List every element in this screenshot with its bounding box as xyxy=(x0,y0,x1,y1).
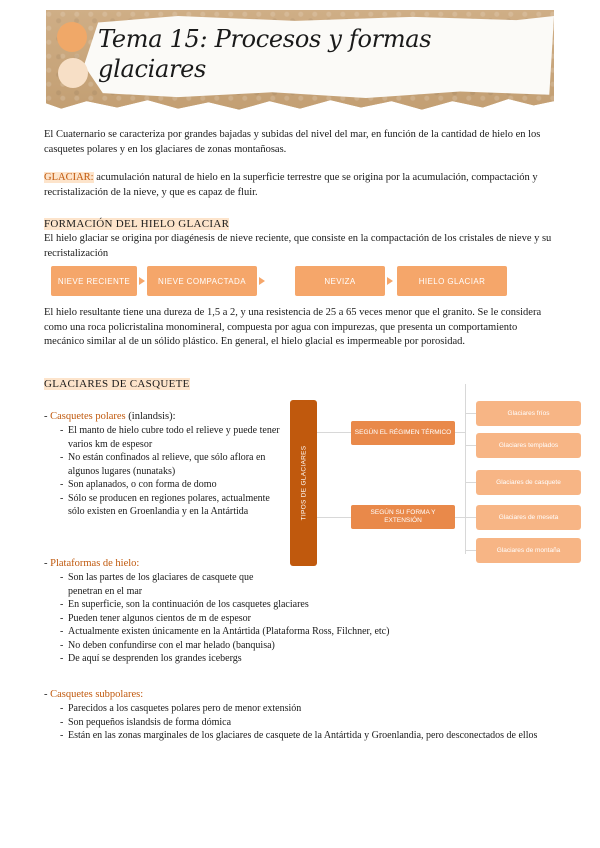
connector xyxy=(465,482,476,483)
title-line-1: Tema 15: Procesos y formas xyxy=(98,25,432,53)
flow-arrow-icon xyxy=(139,277,145,285)
list-item: - De aquí se desprenden los grandes icebergs xyxy=(60,652,450,666)
plataformas-list xyxy=(60,571,450,666)
flow-arrow-icon xyxy=(387,277,393,285)
connector xyxy=(465,517,476,518)
glaciar-definition xyxy=(44,171,554,200)
polares-title: - Casquetes polares (inlandsis): xyxy=(44,411,176,422)
diagram-branch-termico: SEGÚN EL RÉGIMEN TÉRMICO xyxy=(351,421,455,445)
plataformas-title: - Plataformas de hielo: xyxy=(44,558,140,569)
diagram-leaf: Glaciares templados xyxy=(476,433,581,458)
glaciar-term: GLACIAR: xyxy=(44,172,94,183)
diagram-leaf: Glaciares de casquete xyxy=(476,470,581,495)
list-item: - Son aplanados, o con forma de domo xyxy=(60,478,282,492)
connector xyxy=(317,517,351,518)
list-item: - En superficie, son la continuación de los casquetes glaciares xyxy=(60,598,450,612)
diagram-leaf: Glaciares de meseta xyxy=(476,505,581,530)
ice-formation-flow xyxy=(51,266,521,296)
list-item: - No deben confundirse con el mar helado (banquisa) xyxy=(60,639,450,653)
connector xyxy=(465,413,476,414)
list-item: - Parecidos a los casquetes polares pero de menor extensión xyxy=(60,702,550,716)
list-item: - Pueden tener algunos cientos de m de espesor xyxy=(60,612,450,626)
formacion-text-2: El hielo resultante tiene una dureza de 1,5 a 2, y una resistencia de 25 a 65 veces menor que el granito. Se le considera como una roca policristalina monomineral, compuesta por agua con impurezas, que presenta un comportamiento mecánico similar al de un sólido plástico. En general, el hielo glacial es impermeable por porosidad. xyxy=(44,307,542,347)
list-item: - Actualmente existen únicamente en la Antártida (Plataforma Ross, Filchner, etc) xyxy=(60,625,450,639)
formacion-text: El hielo glaciar se origina por diagénesis de nieve reciente, que consiste en la compactación de los cristales de nieve y su recristalización xyxy=(44,233,552,259)
diagram-root-label: TIPOS DE GLACIARES xyxy=(300,445,307,521)
decor-circle-light xyxy=(58,58,88,88)
list-item: - Son pequeños islandsis de forma dómica xyxy=(60,716,550,730)
glaciar-text: acumulación natural de hielo en la superficie terrestre que se origina por la acumulación, compactación y recristalización de la nieve, y que es capaz de fluir. xyxy=(44,172,538,198)
connector xyxy=(465,550,476,551)
list-item: - Son las partes de los glaciares de casquete que penetran en el mar xyxy=(60,571,290,598)
flow-step-4: HIELO GLACIAR xyxy=(397,266,507,296)
list-item: - Sólo se producen en regiones polares, actualmente sólo existen en Groenlandia y en la Antártida xyxy=(60,492,282,519)
connector xyxy=(455,432,465,433)
subpolares-title: - Casquetes subpolares: xyxy=(44,689,144,700)
subpolares-term: Casquetes subpolares: xyxy=(50,689,144,700)
list-item: - No están confinados al relieve, que sólo aflora en algunos lugares (nunataks) xyxy=(60,451,282,478)
subpolares-list xyxy=(60,702,550,743)
intro-paragraph: El Cuaternario se caracteriza por grandes bajadas y subidas del nivel del mar, en función de la cantidad de hielo en los casquetes polares y en los glaciares de zonas montañosas. xyxy=(44,129,541,155)
casquete-heading: GLACIARES DE CASQUETE xyxy=(44,378,190,390)
diagram-leaf: Glaciares de montaña xyxy=(476,538,581,563)
flow-step-1: NIEVE RECIENTE xyxy=(51,266,137,296)
connector xyxy=(455,517,465,518)
plataformas-term: Plataformas de hielo: xyxy=(50,558,140,569)
connector xyxy=(465,445,476,446)
flow-step-3: NEVIZA xyxy=(295,266,385,296)
connector xyxy=(317,432,351,433)
list-item: - El manto de hielo cubre todo el relieve y puede tener varios km de espesor xyxy=(60,424,282,451)
diagram-root xyxy=(290,400,317,566)
diagram-branch-forma: SEGÚN SU FORMA Y EXTENSIÓN xyxy=(351,505,455,529)
diagram-leaf: Glaciares fríos xyxy=(476,401,581,426)
page-title xyxy=(98,24,431,84)
flow-step-2: NIEVE COMPACTADA xyxy=(147,266,257,296)
polares-term: Casquetes polares xyxy=(50,411,126,422)
formacion-heading: FORMACIÓN DEL HIELO GLACIAR xyxy=(44,218,230,230)
polares-list xyxy=(60,424,282,519)
polares-suffix: (inlandsis): xyxy=(125,411,176,422)
list-item: - Están en las zonas marginales de los glaciares de casquete de la Antártida y Groenlandia, pero desconectados de ellos xyxy=(60,729,550,743)
title-line-2: glaciares xyxy=(98,55,207,83)
flow-arrow-icon xyxy=(259,277,265,285)
decor-circle-orange xyxy=(57,22,87,52)
connector xyxy=(465,384,466,554)
